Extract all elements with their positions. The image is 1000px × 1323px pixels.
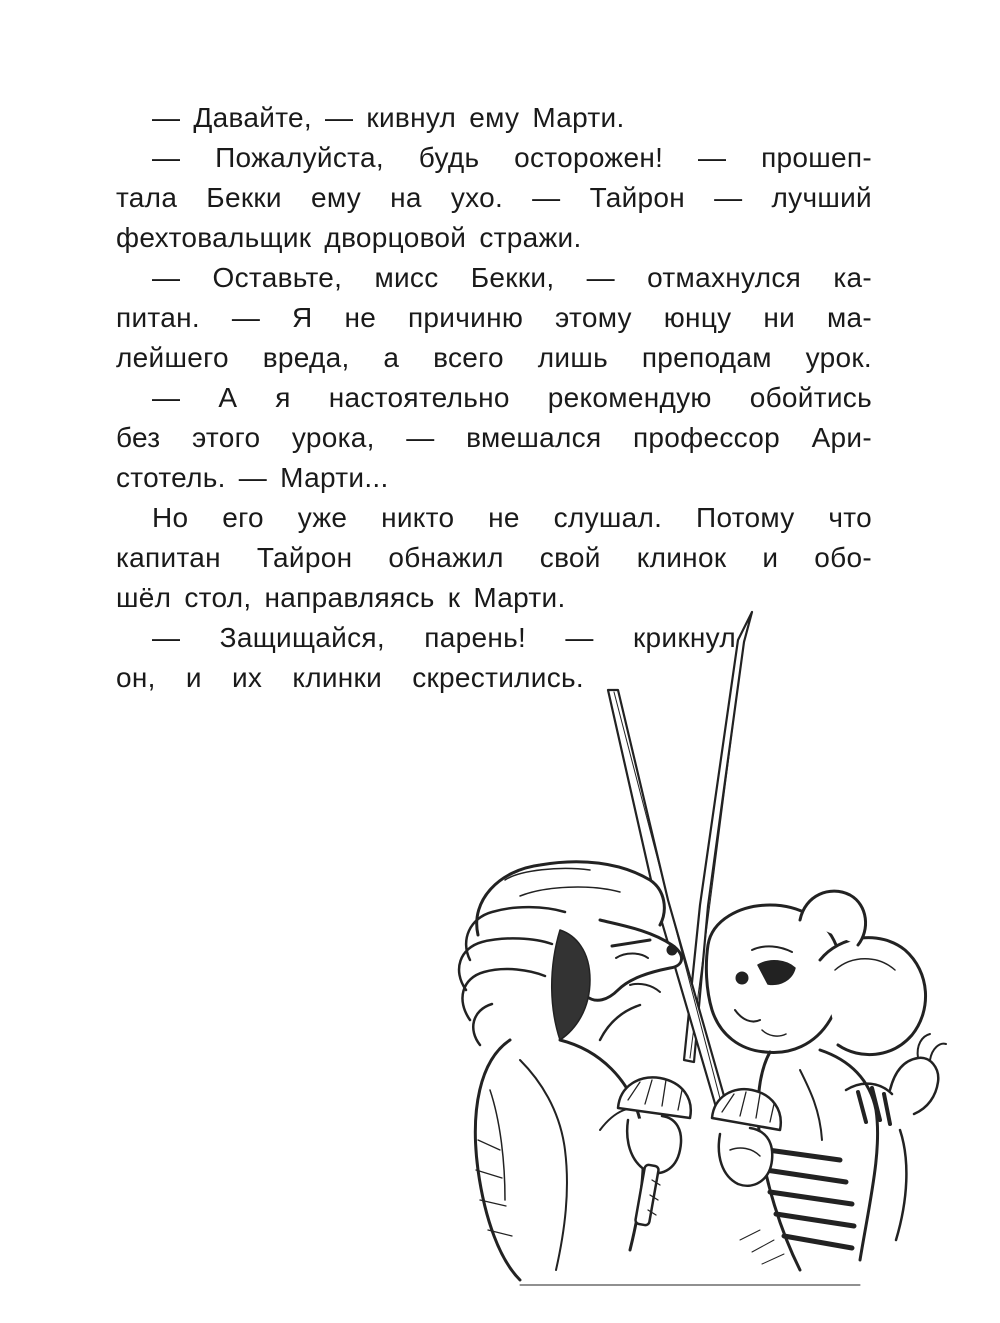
text-line: — Давайте, — кивнул ему Марти.: [152, 102, 625, 133]
text-line: лейшего вреда, а всего лишь преподам урок.: [116, 342, 872, 373]
text-line: — Пожалуйста, будь осторожен! — прошеп-: [152, 142, 872, 173]
text-line: — А я настоятельно рекомендую обойтись: [152, 382, 872, 413]
text-line: — Защищайся, парень! — крикнул: [152, 622, 736, 653]
text-line: шёл стол, направляясь к Марти.: [116, 582, 566, 613]
marty-mouse-figure: [706, 891, 946, 1270]
text-line: без этого урока, — вмешался профессор Ари-: [116, 422, 872, 453]
text-line: Но его уже никто не слушал. Потому что: [152, 502, 872, 533]
sword-fight-illustration: [430, 600, 970, 1290]
text-line: капитан Тайрон обнажил свой клинок и обо-: [116, 542, 872, 573]
text-line: питан. — Я не причиню этому юнцу ни ма-: [116, 302, 872, 333]
text-line: фехтовальщик дворцовой стражи.: [116, 222, 582, 253]
text-line: тала Бекки ему на ухо. — Тайрон — лучший: [116, 182, 872, 213]
captain-tyrone-figure: [459, 862, 691, 1280]
text-line: стотель. — Марти...: [116, 462, 389, 493]
text-line: — Оставьте, мисс Бекки, — отмахнулся ка-: [152, 262, 872, 293]
text-line: он, и их клинки скрестились.: [116, 662, 584, 693]
